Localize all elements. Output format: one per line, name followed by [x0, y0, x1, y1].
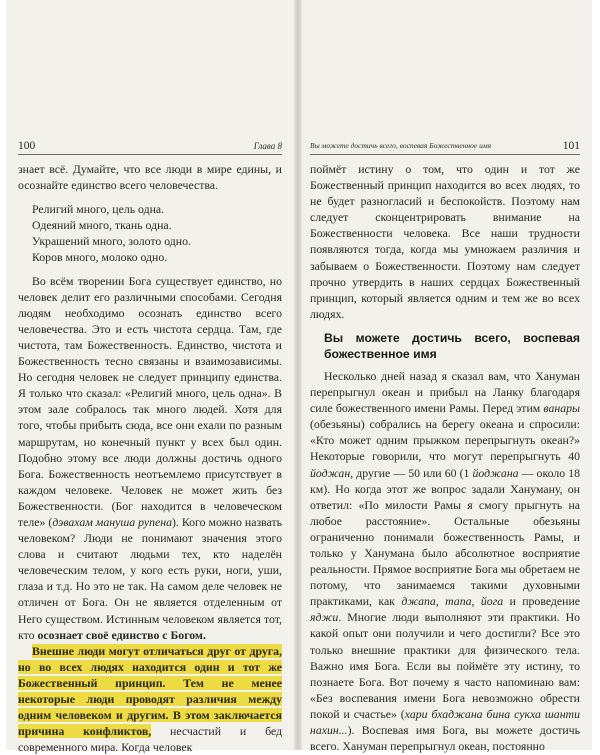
poem-line: Украшений много, золото одно.	[32, 234, 191, 249]
right-page-number: 101	[562, 140, 580, 152]
left-paragraph-2: Во всём творении Бога существует единство, но человек делит его различными способами. Сегодня людям необходимо осознать единство всего человечества. Это и есть чистота сердца. Там, где чистота, там Божественность. Единство, чистота и Божественность тесно связаны и взаимозависимы. Но сегодня человек не следует принципу единства. Я только что сказал: «Религий много, цель одна». В этом зале собралось так много людей. Хотя для того, чтобы прибыть сюда, все они ехали по разным маршрутам, но конечный пункт у всех был один. Подобно этому все люди должны достичь одного Бога. Божественность неотъемлемо присутствует в каждом человеке. Человек не может жить без Божественности. (Бог находится в человеческом теле» (дэвахам мануша рупена). Кого можно назвать человеком? Люди не понимают значения этого слова и считают людьми тех, кто наделён человеческим телом, у кого есть руки, ноги, уши, глаза и т.д. Но это не так. На самом деле человек не отличен от Бога. Он не является отделенным от Него существом. Истинным человеком является тот, кто осознает своё единство с Богом.	[18, 273, 282, 642]
poem-line: Религий много, цель одна.	[32, 202, 165, 217]
right-paragraph-1: поймёт истину о том, что один и тот же Божественный принцип находится во всех людях, то не будет разногласий и беспокойств. Поэтому нам следует сконцентрировать внимание на Божественности человека. Все наши трудности появляются тогда, когда мы умножаем различия и забываем о Божественности. Поэтому нам следует прочно утвердить в наших сердцах Божественный принцип, который является одним и тем же во всех людях.	[310, 162, 580, 321]
poem	[32, 201, 282, 265]
highlighted-passage: Внешне люди могут отличаться друг от друга, но во всех людях находится один и тот же Божественный принцип. Тем не менее некоторые люди проводят различия между одним человеком и другим. В этом заключается причина конфликтов,	[18, 643, 282, 739]
sanskrit-phrase: дэвахам мануша рупена	[52, 514, 172, 529]
poem-line: Коров много, молоко одно.	[32, 250, 168, 265]
right-body-text	[310, 161, 580, 754]
right-paragraph-2: Несколько дней назад я сказал вам, что Хануман перепрыгнул океан и прибыл на Ланку благодаря силе божественного имени Рамы. Перед этим ванары (обезьяны) собрались на берегу океана и спросили: «Кто может одним прыжком перепрыгнуть океан?» Некоторые говорили, что могут перепрыгнуть 40 йоджан, другие — 50 или 60 (1 йоджана — около 18 км). Но когда этот же вопрос задали Хануману, он ответил: «По милости Рамы я смогу прыгнуть на любое расстояние». Остальные обезьяны ограниченно понимали божественность Рамы, и только у Ханумана было абсолютное восприятие реальности. Прямое восприятие Бога мы обретаем не потому, что занимаемся такими духовными практиками, как джапа, тапа, йога и проведение яджи. Многие люди выполняют эти практики. Но какой опыт они получили и чего достигли? Все это только внешние практики для физического тела. Важно имя Бога. Если вы поймёте эту истину, то познаете Бога. Вот почему я часто напоминаю вам: «Без воспевания имени Бога невозможно обрести покой и счастье» (хари бхаджана бина сукха шанти нахин...). Воспевая имя Бога, вы можете достичь всего. Хануман перепрыгнул океан, постоянно	[310, 368, 581, 754]
left-page-number: 100	[18, 140, 36, 152]
left-chapter-label: Глава 8	[253, 141, 282, 151]
right-chapter-title: Вы можете достичь всего, воспевая Божественное имя	[310, 141, 492, 150]
left-running-head	[18, 140, 282, 155]
left-paragraph-3: Внешне люди могут отличаться друг от друга, но во всех людях находится один и тот же Божественный принцип. Тем не менее некоторые люди проводят различия между одним человеком и другим. В этом заключается причина конфликтов, несчастий и бед современного мира. Когда человек	[18, 643, 283, 755]
left-paragraph-1: знает всё. Думайте, что все люди в мире едины, и осознайте единство всего человечества.	[18, 162, 282, 193]
left-page	[6, 0, 294, 755]
section-title: Вы можете достичь всего, воспевая божественное имя	[324, 330, 580, 361]
right-running-head	[310, 140, 580, 155]
bold-phrase: осознает своё единство с Богом.	[37, 627, 206, 642]
poem-line: Одеяний много, ткань одна.	[32, 218, 172, 233]
left-body-text	[18, 161, 282, 755]
sanskrit-quote: хари бхаджана бина сукха шанти нахин...	[310, 706, 580, 737]
right-page	[302, 0, 592, 754]
book-gutter	[294, 0, 302, 750]
